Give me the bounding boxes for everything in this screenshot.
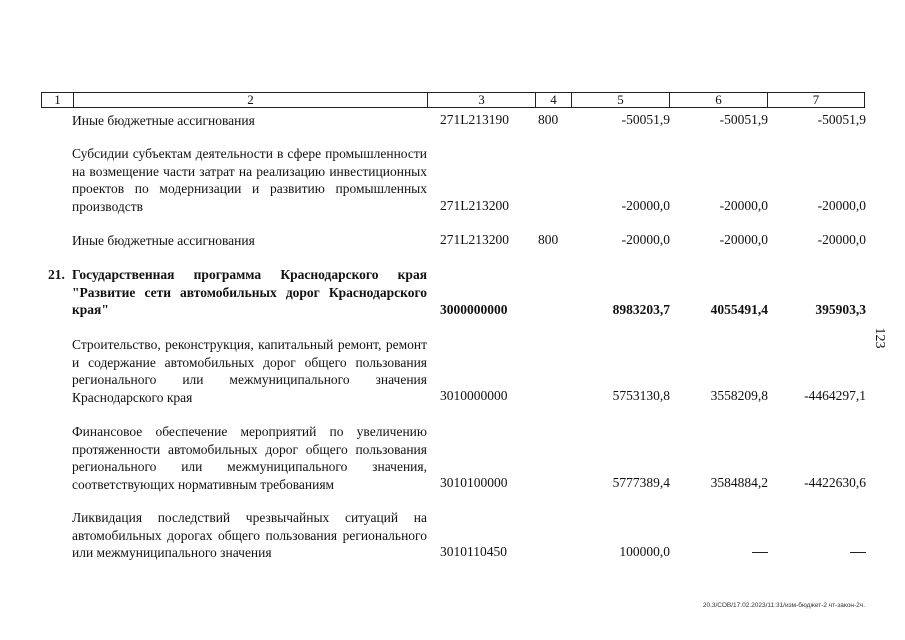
table-header	[41, 92, 865, 108]
row-number: 21.	[48, 267, 65, 282]
row-name: Государственная программа Краснодарского края "Развитие сети автомобильных дорог Краснодарского края"	[72, 267, 427, 317]
row-name: Ликвидация последствий чрезвычайных ситуаций на автомобильных дорогах общего пользования регионального или межмуниципального значения	[72, 510, 427, 560]
header-col-7: 7	[767, 93, 864, 107]
row-value-5: 5777389,4	[612, 475, 670, 490]
header-col-3: 3	[427, 93, 535, 107]
row-value-6: 3558209,8	[710, 388, 768, 403]
row-name: Строительство, реконструкция, капитальный ремонт, ремонт и содержание автомобильных дорог общего пользования регионального или межмуниципального значения Краснодарского края	[72, 337, 427, 405]
row-code: 271L213190	[440, 112, 509, 127]
row-code: 271L213200	[440, 232, 509, 247]
row-name: Субсидии субъектам деятельности в сфере промышленности на возмещение части затрат на реализацию инвестиционных проектов по модернизации и развитию промышленных производств	[72, 146, 427, 214]
row-name: Иные бюджетные ассигнования	[72, 113, 255, 128]
row-value-7: -20000,0	[817, 198, 866, 213]
dash-mark	[850, 552, 866, 553]
row-code: 3000000000	[440, 302, 508, 317]
header-col-1: 1	[54, 92, 61, 107]
header-col-6: 6	[669, 93, 767, 107]
row-value-7: -4464297,1	[804, 388, 866, 403]
row-value-7: -50051,9	[817, 112, 866, 127]
row-value-5: -50051,9	[621, 112, 670, 127]
row-value-5: 5753130,8	[612, 388, 670, 403]
header-col-5: 5	[571, 93, 669, 107]
header-col-2: 2	[73, 93, 427, 107]
header-col-4: 4	[535, 93, 571, 107]
row-name: Финансовое обеспечение мероприятий по увеличению протяженности автомобильных дорог общего пользования регионального или межмуниципального значения, соответствующих нормативным требованиям	[72, 424, 427, 492]
row-kvr: 800	[538, 112, 559, 127]
row-value-6: -20000,0	[719, 198, 768, 213]
row-value-7: 395903,3	[815, 302, 866, 317]
page-number: 123	[872, 327, 887, 349]
row-code: 3010000000	[440, 388, 508, 403]
footer-stamp: 20.3/СОВ/17.02.2023/11:31/изм-бюджет-2 чт-закон-2ч.	[702, 602, 865, 609]
row-value-6: -50051,9	[719, 112, 768, 127]
row-code: 3010110450	[440, 544, 507, 559]
row-value-6: -20000,0	[719, 232, 768, 247]
row-value-7: -20000,0	[817, 232, 866, 247]
row-code: 3010100000	[440, 475, 508, 490]
row-value-5: -20000,0	[621, 198, 670, 213]
row-value-5: -20000,0	[621, 232, 670, 247]
row-value-6: 4055491,4	[710, 302, 768, 317]
row-value-5: 8983203,7	[612, 302, 670, 317]
row-name: Иные бюджетные ассигнования	[72, 233, 255, 248]
row-value-6-dash	[668, 544, 768, 560]
row-kvr: 800	[538, 232, 559, 247]
row-value-7-dash	[766, 544, 866, 560]
row-value-7: -4422630,6	[804, 475, 866, 490]
row-code: 271L213200	[440, 198, 509, 213]
row-value-5: 100000,0	[619, 544, 670, 559]
row-value-6: 3584884,2	[710, 475, 768, 490]
